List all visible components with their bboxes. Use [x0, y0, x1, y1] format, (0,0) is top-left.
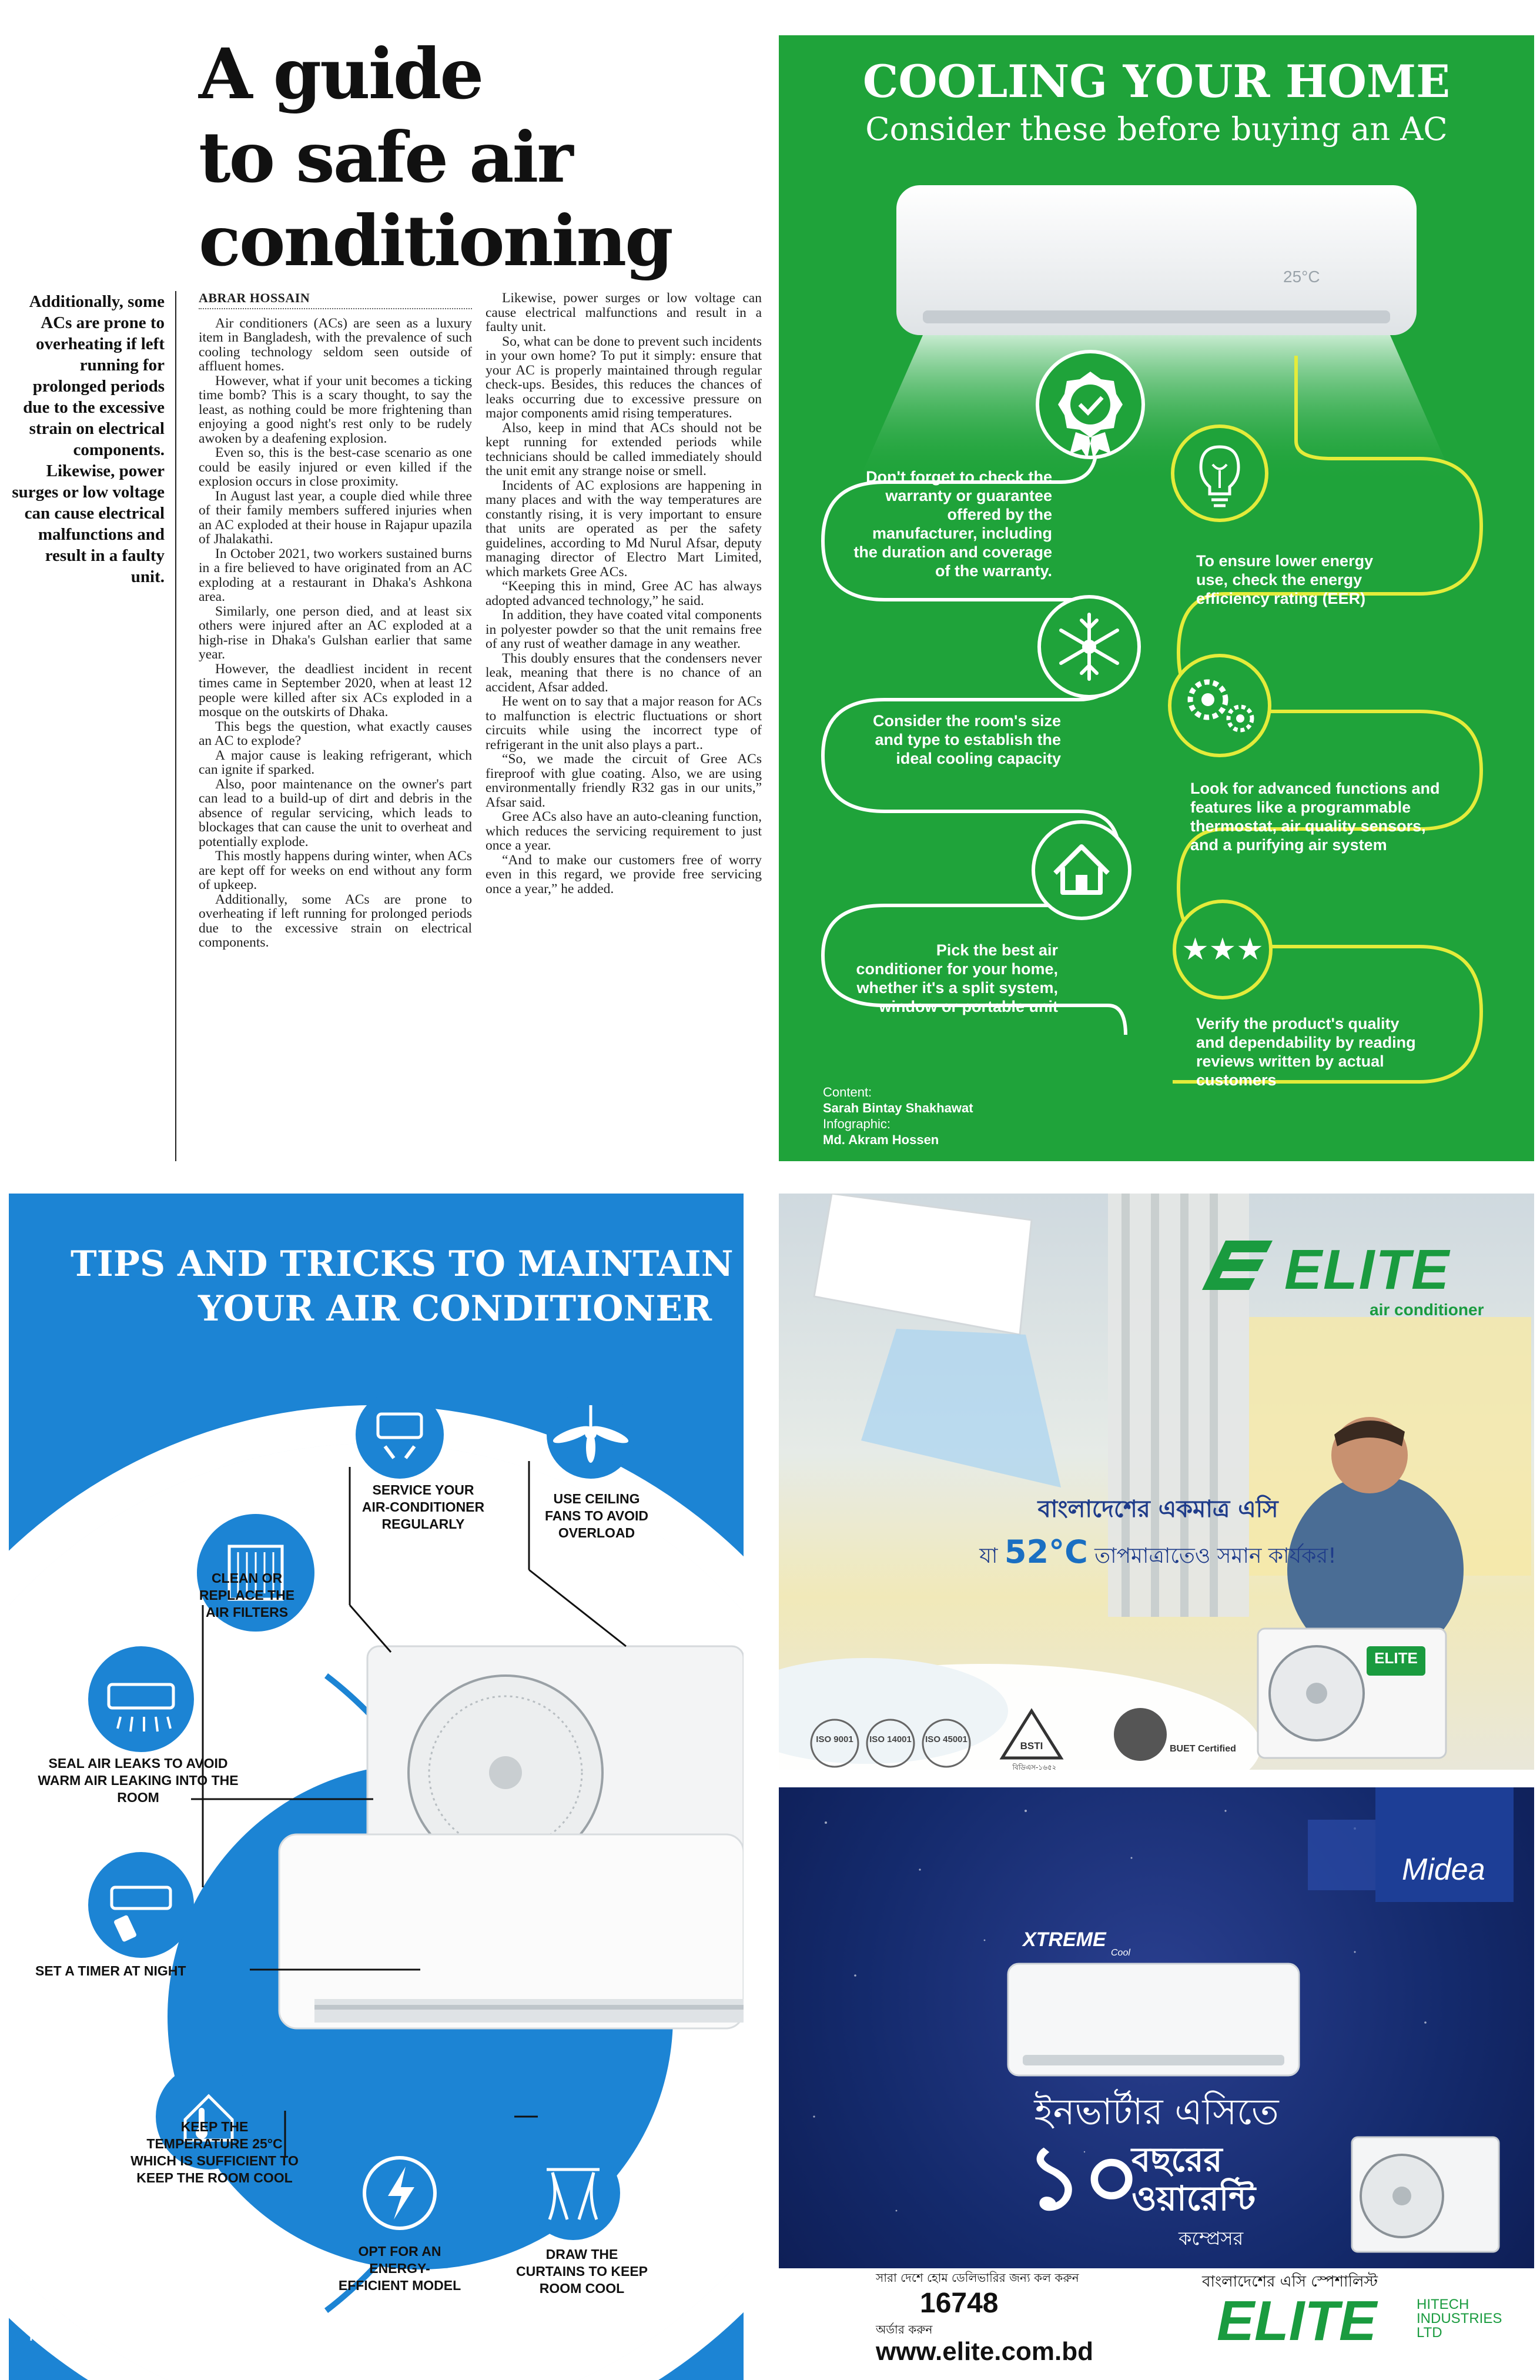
ac-unit-icon [88, 1646, 194, 1752]
tip-service-regularly: SERVICE YOUR AIR-CONDITIONER REGULARLY [361, 1482, 485, 1532]
tip-best-ac: Pick the best air conditioner for your home, whether it's a split system, window or portable unit [856, 941, 1058, 1015]
article-paragraph: In addition, they have coated vital components in polyester powder so that the unit remains free of any rust of weather damage in any weather. [486, 607, 762, 651]
xtreme-sub: Cool [1111, 1948, 1130, 1958]
article-paragraph: This begs the question, what exactly causes an AC to explode? [199, 718, 472, 748]
article-paragraph: Gree ACs also have an auto-cleaning function, which reduces the servicing requirement to just once a year. [486, 809, 762, 853]
maintain-credit-content-label: Content: [29, 2281, 79, 2296]
tip-seal-leaks: SEAL AIR LEAKS TO AVOID WARM AIR LEAKING INTO THE ROOM [38, 1756, 239, 1805]
bsti-code: বিডিএস-১৬৫২ [1012, 1763, 1057, 1770]
star-rating-icon: ★★★ [1181, 932, 1264, 967]
home-icon [1033, 822, 1130, 918]
tip-reviews: Verify the product's quality and dependability by reading reviews written by actual customers [1196, 1015, 1416, 1089]
cooling-infographic [779, 35, 1534, 1161]
maintain-credit-infographic-label: Infographic: [29, 2313, 97, 2328]
website-link[interactable]: www.elite.com.bd [876, 2337, 1093, 2366]
pull-quote-divider [175, 291, 176, 1161]
gears-icon [1170, 656, 1270, 756]
article-paragraph: In August last year, a couple died while three of their family members suffered injuries when an AC exploded at their house in Rajapur upazila of Jhalakathi. [199, 488, 472, 547]
article-paragraph: “So, we made the circuit of Gree ACs fireproof with glue coating. Also, we are using environmentally friendly R32 gas in our units,” Afsar said. [486, 751, 762, 810]
elite-headline-line-1: বাংলাদেশের একমাত্র এসি [1037, 1496, 1278, 1523]
tip-room-size: Consider the room's size and type to establish the ideal cooling capacity [873, 712, 1061, 767]
buet-label: BUET Certified [1170, 1744, 1236, 1754]
cert-iso-45001: ISO 45001 [925, 1734, 967, 1744]
article-paragraph: Even so, this is the best-case scenario as one could be easily injured or even killed if the explosion occurs in close proximity. [199, 445, 472, 489]
column-1-body [199, 316, 472, 950]
article-paragraph: However, what if your unit becomes a ticking time bomb? This is a scary thought, to say the least, as nothing could be more frightening than enjoying a good night's rest only to be rudely awoken by a deafening explosion. [199, 373, 472, 446]
article-paragraph: Similarly, one person died, and at least six others were injured after an AC exploded at a high-rise in Dhaka's Gulshan earlier that same year. [199, 603, 472, 662]
credit-infographic-label: Infographic: [823, 1117, 890, 1131]
credit-content: Sarah Bintay Shakhawat [823, 1101, 973, 1115]
elite-headline-line-2 [946, 1533, 1370, 1575]
elite-headline [946, 1490, 1370, 1575]
cert-iso-14001: ISO 14001 [869, 1734, 912, 1744]
tip-advanced: Look for advanced functions and features like a programmable thermostat, air quality sensors, and a purifying air system [1190, 780, 1440, 854]
call-line: সারা দেশে হোম ডেলিভারির জন্য কল করুন [876, 2271, 1079, 2285]
elite-headline-temp: 52°C [1004, 1533, 1088, 1570]
specialist-line: বাংলাদেশের এসি স্পেশালিস্ট [1202, 2273, 1378, 2291]
elite-headline-pre: যা [979, 1544, 998, 1568]
article-paragraph: Also, keep in mind that ACs should not be kept running for extended periods while technicians should be called immediately should the unit emit any strange noise or smell. [486, 420, 762, 479]
tip-energy-efficient: OPT FOR AN ENERGY-EFFICIENT MODEL [338, 2244, 461, 2293]
curtains-icon [526, 2146, 620, 2240]
pull-quote: Additionally, some ACs are prone to overheating if left running for prolonged periods due to the excessive strain on electrical components. Likewise, power surges or low voltage can cause electrical malfunctions and result in a faulty unit. [12, 292, 165, 586]
elite-brand: ELITE [1284, 1238, 1451, 1301]
article-column-1 [199, 291, 472, 950]
article-column-2 [486, 291, 762, 896]
tip-warranty: Don't forget to check the warranty or guarantee offered by the manufacturer, including the duration and coverage of the warranty. [853, 468, 1052, 580]
midea-headline-line-1: ইনভার্টার এসিতে [1034, 2090, 1279, 2133]
column-2-body [486, 291, 762, 896]
maintain-credit-content: Sarah Bintay Shakhawat [29, 2297, 180, 2312]
hitech-line-1: HITECH [1417, 2297, 1469, 2312]
maintain-title-line-2: YOUR AIR CONDITIONER [198, 1288, 712, 1329]
article-headline [199, 32, 728, 283]
bsti-label: BSTI [1020, 1740, 1043, 1751]
timer-icon [88, 1852, 194, 1958]
unit-elite-badge: ELITE [1374, 1649, 1418, 1667]
hitech-label [1417, 2298, 1502, 2340]
article-paragraph: This doubly ensures that the condensers never leak, meaning that there is no chance of an accident, Afsar added. [486, 650, 762, 695]
ac-vent [923, 310, 1390, 323]
tip-energy: To ensure lower energy use, check the energy efficiency rating (EER) [1196, 552, 1374, 607]
order-line: অর্ডার করুন [876, 2322, 933, 2336]
maintain-infographic [9, 1194, 744, 2380]
article-paragraph: Additionally, some ACs are prone to overheating if left running for prolonged periods due to the excessive strain on electrical components. [199, 891, 472, 950]
article-paragraph: “Keeping this in mind, Gree AC has always adopted advanced technology,” he said. [486, 579, 762, 609]
tip-ceiling-fans: USE CEILING FANS TO AVOID OVERLOAD [545, 1491, 648, 1540]
article-paragraph: He went on to say that a major reason for ACs to malfunction is electric fluctuations or short circuits while using the incorrect type of refrigerant in the unit also plays a part.. [486, 694, 762, 753]
elite-tagline: air conditioner [1370, 1301, 1484, 1319]
tip-timer: SET A TIMER AT NIGHT [35, 1963, 186, 1978]
tip-temperature: KEEP THE TEMPERATURE 25°C WHICH IS SUFFICIENT TO KEEP THE ROOM COOL [130, 2119, 299, 2185]
article-paragraph: However, the deadliest incident in recent times came in September 2020, when at least 12 people were killed after six ACs exploded in a mosque on the outskirts of Dhaka. [199, 661, 472, 720]
elite-hitech-brand: ELITE [1217, 2289, 1377, 2352]
elite-advertisement [779, 1194, 1534, 1770]
article-paragraph: Likewise, power surges or low voltage can cause electrical malfunctions and result in a faulty unit. [486, 290, 762, 335]
article-paragraph: Air conditioners (ACs) are seen as a luxury item in Bangladesh, with the prevalence of such cooling technology seldom seen outside of affluent homes. [199, 315, 472, 374]
byline: ABRAR HOSSAIN [199, 291, 472, 309]
article-paragraph: A major cause is leaking refrigerant, which can ignite if sparked. [199, 747, 472, 777]
article-paragraph: This mostly happens during winter, when ACs are kept off for weeks on end without any form of upkeep. [199, 848, 472, 893]
headline-line: to safe air [199, 116, 572, 198]
tip-curtains: DRAW THE CURTAINS TO KEEP ROOM COOL [515, 2247, 648, 2296]
cooling-subtitle: Consider these before buying an AC [865, 111, 1448, 148]
cooling-title: COOLING YOUR HOME [862, 55, 1451, 108]
headline-line: A guide [199, 33, 483, 115]
compressor-label: কম্প্রেসর [1179, 2227, 1244, 2249]
cert-iso-9001: ISO 9001 [816, 1734, 853, 1744]
maintain-title [9, 1242, 744, 1331]
warranty-text-line-2: ওয়ারেন্টি [1131, 2178, 1256, 2218]
article-paragraph: So, what can be done to prevent such incidents in your own home? To put it simply: ensure that your AC is properly maintained through regular check-ups. Besides, this reduces the chances of leaks occurring due to excessive pressure on major components amid rising temperatures. [486, 333, 762, 421]
tip-air-filters [197, 1570, 297, 1621]
tip-air-filters-text: CLEAN OR REPLACE THE AIR FILTERS [199, 1570, 295, 1620]
credit-content-label: Content: [823, 1085, 872, 1099]
xtreme-badge: XTREME [1023, 1928, 1106, 1951]
credit-infographic: Md. Akram Hossen [823, 1132, 939, 1147]
article-paragraph: Incidents of AC explosions are happening in many places and with the way temperatures are constantly rising, it is very important to ensure that units are operated as per the safety guidelines, according to Md Nurul Afsar, deputy managing director of Electro Mart Limited, which markets Gree ACs. [486, 477, 762, 580]
warranty-text-line-1: বছরের [1131, 2140, 1223, 2180]
maintain-credit-infographic: Md. Akram Hossen [29, 2329, 146, 2344]
midea-advertisement [779, 1787, 1534, 2380]
hitech-line-2: INDUSTRIES [1417, 2311, 1502, 2326]
elite-headline-post: তাপমাত্রাতেও সমান কার্যকর! [1094, 1544, 1337, 1568]
article-paragraph: In October 2021, two workers sustained burns in a fire believed to have originated from an AC exploding at a restaurant in Dhaka's Ashkona area. [199, 546, 472, 604]
hitech-line-3: LTD [1417, 2325, 1442, 2341]
service-icon [356, 1390, 444, 1479]
cool-air-stream [861, 1329, 1061, 1488]
midea-brand: Midea [1402, 1853, 1485, 1887]
warranty-text [1131, 2140, 1256, 2218]
maintain-title-line-1: TIPS AND TRICKS TO MAINTAIN [71, 1244, 734, 1285]
hotline-number[interactable]: 16748 [920, 2288, 999, 2319]
headline-line: conditioning [199, 200, 672, 282]
ac-display: 25°C [1283, 268, 1320, 286]
elite-indoor-unit-image [814, 1194, 1032, 1335]
article-paragraph: “And to make our customers free of worry even in this regard, we provide free servicing once a year,” he added. [486, 852, 762, 897]
warranty-years: ১০ [1026, 2127, 1140, 2229]
article-paragraph: Also, poor maintenance on the owner's part can lead to a build-up of dirt and debris in the absence of regular servicing, which leads to blockages that can cause the unit to overheat and potentially explode. [199, 776, 472, 850]
